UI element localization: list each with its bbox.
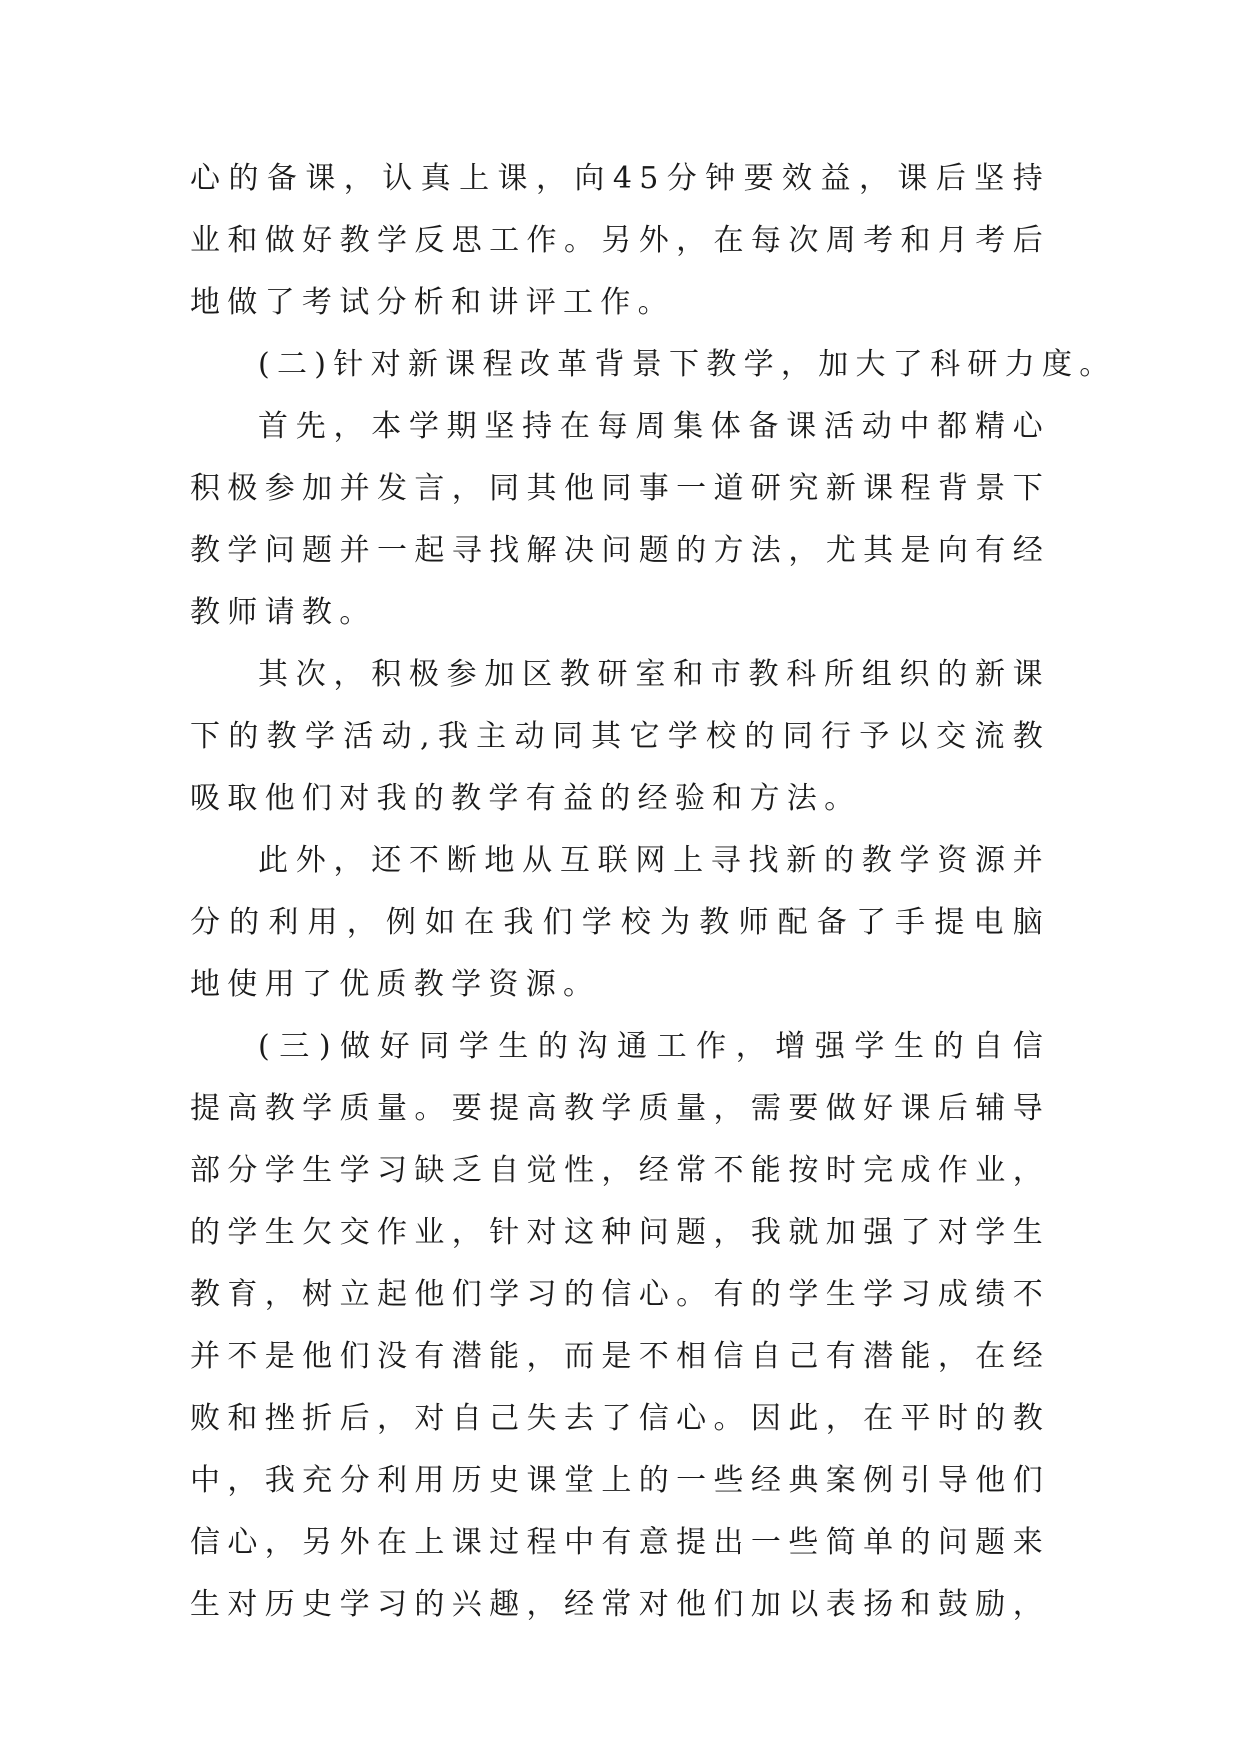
text-line: 的学生欠交作业，针对这种问题，我就加强了对学生 [190,1215,1050,1250]
text-line: 部分学生学习缺乏自觉性，经常不能按时完成作业， [190,1153,1050,1188]
text-line: 积极参加并发言，同其他同事一道研究新课程背景下 [190,471,1050,506]
text-line: 地使用了优质教学资源。 [190,967,601,1002]
text-line: 其次，积极参加区教研室和市教科所组织的新课 [258,657,1050,692]
text-line: 心的备课，认真上课，向45分钟要效益，课后坚持 [190,161,1050,196]
text-line: 吸取他们对我的教学有益的经验和方法。 [190,781,862,816]
text-line: 信心，另外在上课过程中有意提出一些简单的问题来 [190,1525,1050,1560]
text-line: 教育，树立起他们学习的信心。有的学生学习成绩不 [190,1277,1050,1312]
text-line: 并不是他们没有潜能，而是不相信自己有潜能，在经 [190,1339,1050,1374]
body-text [190,148,1117,1636]
text-line: 首先，本学期坚持在每周集体备课活动中都精心 [258,409,1050,444]
text-line: 教师请教。 [190,595,377,630]
text-line: (三)做好同学生的沟通工作，增强学生的自信 [258,1029,1050,1064]
text-line: 败和挫折后，对自己失去了信心。因此，在平时的教 [190,1401,1050,1436]
text-line: 业和做好教学反思工作。另外，在每次周考和月考后 [190,223,1050,258]
text-line: 下的教学活动,我主动同其它学校的同行予以交流教 [190,719,1050,754]
text-line: 提高教学质量。要提高教学质量，需要做好课后辅导 [190,1091,1050,1126]
text-line: 生对历史学习的兴趣，经常对他们加以表扬和鼓励， [190,1587,1050,1622]
text-line: 中，我充分利用历史课堂上的一些经典案例引导他们 [190,1463,1050,1498]
text-line: 教学问题并一起寻找解决问题的方法，尤其是向有经 [190,533,1050,568]
text-line: (二)针对新课程改革背景下教学，加大了科研力度。 [258,347,1117,382]
text-line: 分的利用，例如在我们学校为教师配备了手提电脑 [190,905,1050,940]
text-line: 此外，还不断地从互联网上寻找新的教学资源并 [258,843,1050,878]
text-line: 地做了考试分析和讲评工作。 [190,285,675,320]
